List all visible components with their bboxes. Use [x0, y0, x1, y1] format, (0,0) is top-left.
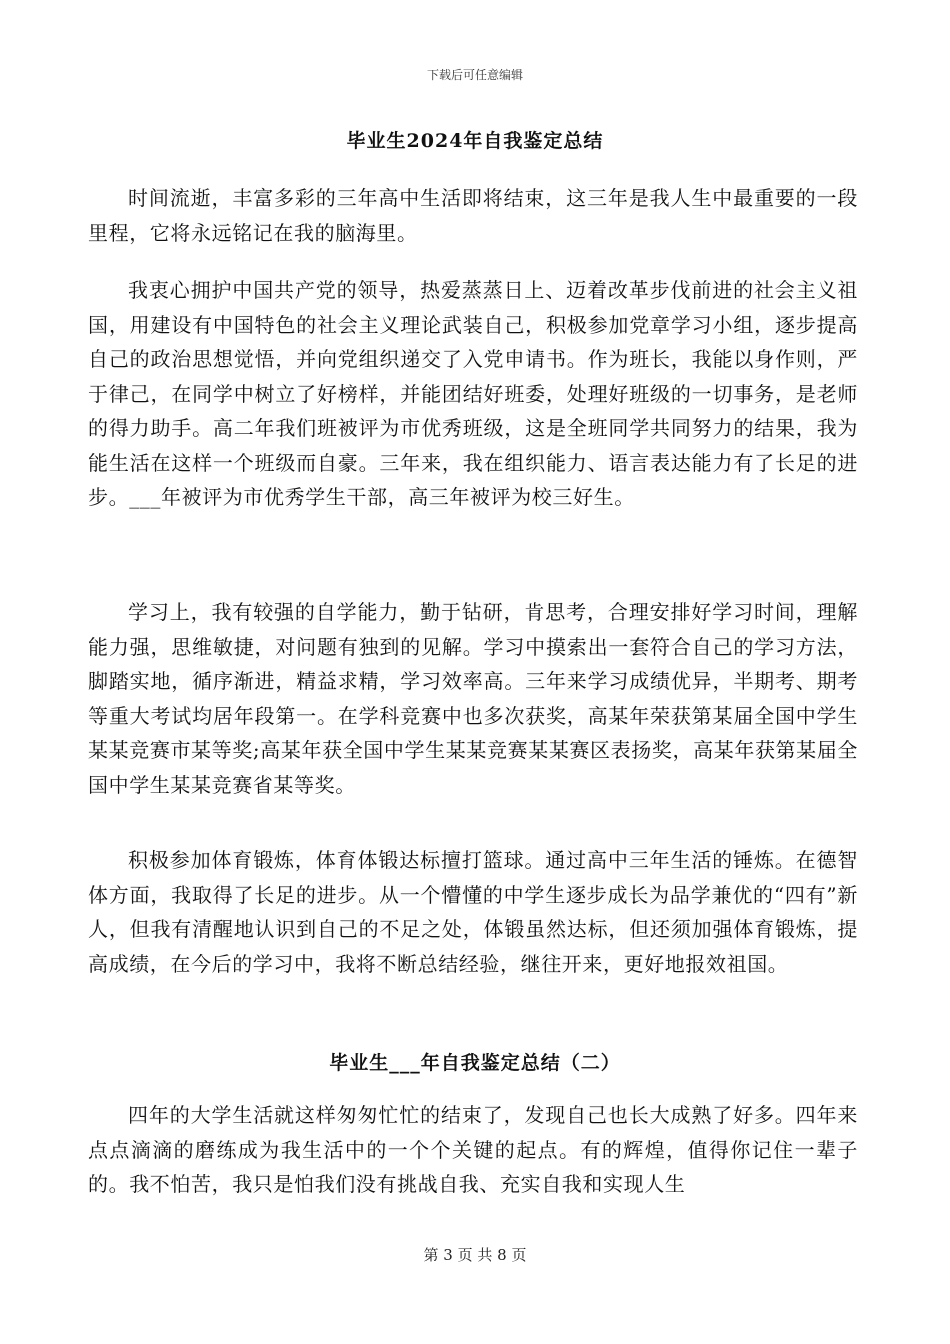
paragraph-5: 四年的大学生活就这样匆匆忙忙的结束了，发现自己也长大成熟了好多。四年来点点滴滴的磨练成为我生活中的一个个关键的起点。有的辉煌，值得你记住一辈子的。我不怕苦，我只是怕我们没有挑战自我、充实自我和实现人生 [88, 1103, 858, 1196]
document-title-1: 毕业生2024年自我鉴定总结 [346, 130, 604, 152]
page-footer-indicator: 第 3 页 共 8 页 [423, 1246, 527, 1264]
paragraph-4: 积极参加体育锻炼，体育体锻达标擅打篮球。通过高中三年生活的锤炼。在德智体方面，我取得了长足的进步。从一个懵懂的中学生逐步成长为品学兼优的“四有”新人，但我有清醒地认识到自己的不足之处，体锻虽然达标，但还须加强体育锻炼，提高成绩，在今后的学习中，我将不断总结经验，继往开来，更好地报效祖国。 [88, 848, 858, 976]
document-title-2: 毕业生___年自我鉴定总结（二） [329, 1052, 621, 1074]
paragraph-1: 时间流逝，丰富多彩的三年高中生活即将结束，这三年是我人生中最重要的一段里程，它将永远铭记在我的脑海里。 [88, 186, 858, 245]
page-header-note: 下载后可任意编辑 [426, 68, 523, 82]
paragraph-2: 我衷心拥护中国共产党的领导，热爱蒸蒸日上、迈着改革步伐前进的社会主义祖国，用建设有中国特色的社会主义理论武装自己，积极参加党章学习小组，逐步提高自己的政治思想觉悟，并向党组织递交了入党申请书。作为班长，我能以身作则，严于律己，在同学中树立了好榜样，并能团结好班委，处理好班级的一切事务，是老师的得力助手。高二年我们班被评为市优秀班级，这是全班同学共同努力的结果，我为能生活在这样一个班级而自豪。三年来，我在组织能力、语言表达能力有了长足的进步。___年被评为市优秀学生干部，高三年被评为校三好生。 [88, 278, 858, 509]
paragraph-3: 学习上，我有较强的自学能力，勤于钻研，肯思考，合理安排好学习时间，理解能力强，思维敏捷，对问题有独到的见解。学习中摸索出一套符合自己的学习方法，脚踏实地，循序渐进，精益求精，学习效率高。三年来学习成绩优异，半期考、期考等重大考试均居年段第一。在学科竞赛中也多次获奖，高某年荣获第某届全国中学生某某竞赛市某等奖;高某年获全国中学生某某竞赛某某赛区表扬奖，高某年获第某届全国中学生某某竞赛省某等奖。 [88, 600, 858, 797]
